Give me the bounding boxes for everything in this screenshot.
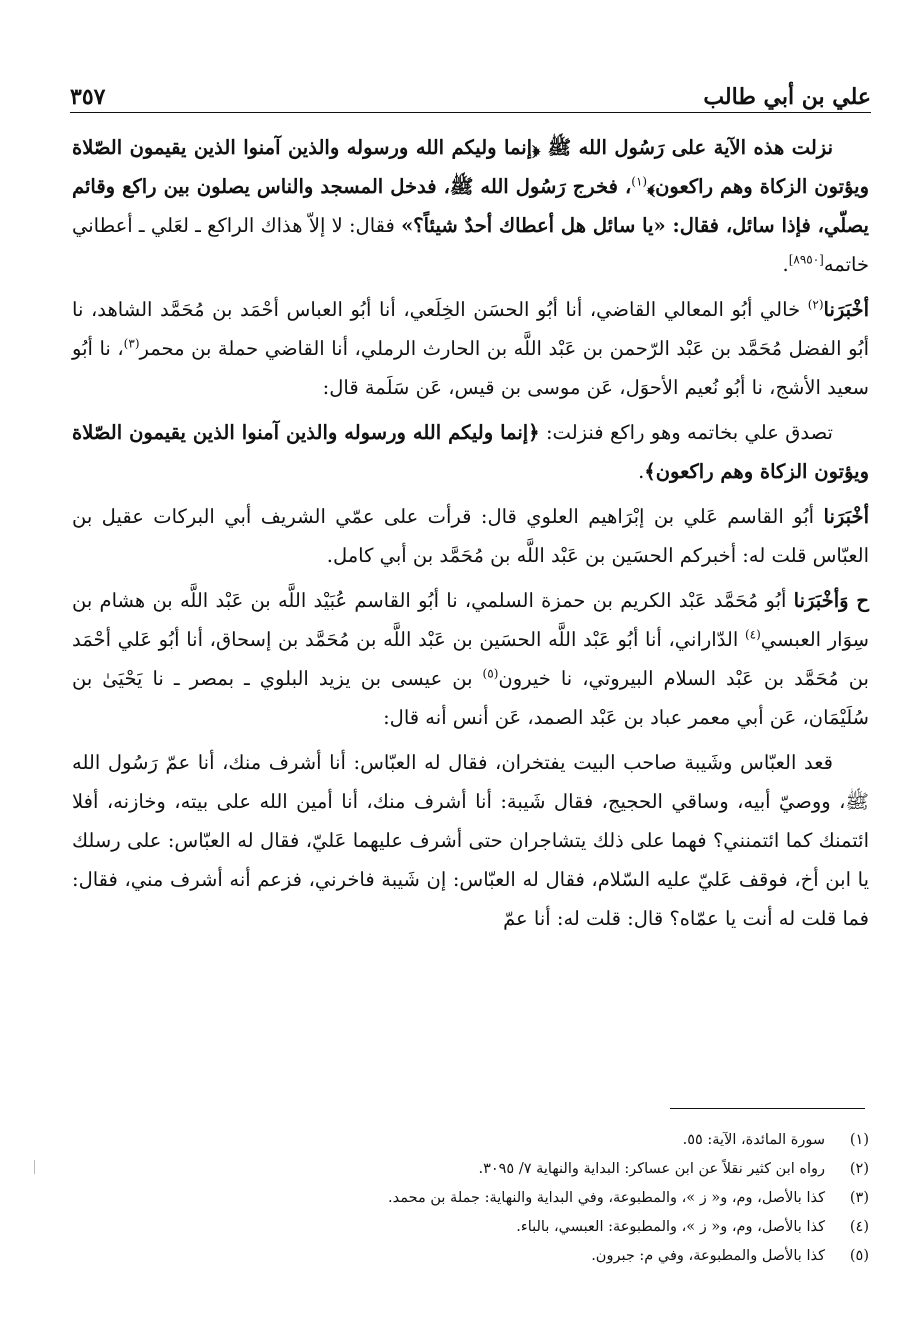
paragraph-4: [72, 497, 869, 575]
footnote-number: (٢): [849, 1161, 869, 1177]
footnote-text: كذا بالأصل، وم، و« ز »، والمطبوعة، وفي البداية والنهاية: جملة بن محمد.: [388, 1190, 825, 1206]
paragraph-5-end: بن عيسى بن يزيد البلوي ـ بمصر ـ نا يَحْيَىٰ بن سُلَيْمَان، عَن أبي معمر عباد بن عَبْد الصمد، عَن أنس أنه قال:: [72, 667, 869, 729]
footnote-item: [72, 1155, 869, 1184]
footnote-number: (٣): [849, 1190, 869, 1206]
paragraph-1: نزلت هذه الآية على رَسُول الله ﷺ ﴿إنما وليكم الله ورسوله والذين آمنوا الذين يقيمون الصّلاة ويؤتون الزكاة وهم راكعون﴾$^{(١)}$، فخرج رَسُول الله ﷺ، فدخل المسجد والناس يصلون بين راكع وقائم يصلّي، فإذا سائل، فقال: «يا سائل هل أعطاك أحدٌ شيئاً؟» فقال: لا إلاّ هذاك الراكع ـ لعَلي ـ أعطاني خاتمه[٨٩٥٠].: [72, 136, 869, 276]
footnote-text: كذا بالأصل، وم، و« ز »، والمطبوعة: العبسي، بالباء.: [516, 1219, 825, 1235]
isnad-lead: أخْبَرَنا: [823, 298, 869, 321]
paragraph-5: [72, 581, 869, 737]
footnote-ref-1: (١): [631, 174, 648, 189]
page-number: ٣٥٧: [70, 84, 106, 110]
paragraph-3: [72, 413, 869, 491]
footnote-ref-5: (٥): [482, 666, 499, 681]
paragraph-5-text: أبُو مُحَمَّد عَبْد الكريم بن حمزة السلمي، نا أبُو القاسم عُبَيْد اللَّه بن عَبْد اللَّه بن هشام بن سِوَار العبسي: [72, 589, 869, 651]
paragraph-5-cont: الدّاراني، أنا أبُو عَبْد اللَّه الحسَين بن عَبْد اللَّه بن مُحَمَّد بن إسحاق، أنا أبُو عَلي أحْمَد بن مُحَمَّد بن عَبْد السلام البيروتي، نا خيرون: [72, 628, 869, 690]
paragraph-4-text: أبُو القاسم عَلي بن إبْرَاهيم العلوي قال: قرأت على عمّي الشريف أبي البركات عقيل بن العبّاس قلت له: أخبركم الحسَين بن عَبْد اللَّه بن مُحَمَّد بن أبي كامل.: [72, 505, 869, 567]
main-text: [72, 128, 869, 938]
paragraph-3-text: تصدق علي بخاتمه وهو راكع فنزلت:: [539, 421, 833, 444]
running-header: [70, 70, 871, 110]
footnote-item: [72, 1213, 869, 1242]
footnote-item: [72, 1126, 869, 1155]
paragraph-2: [72, 290, 869, 407]
footnote-item: [72, 1184, 869, 1213]
footnote-text: رواه ابن كثير نقلاً عن ابن عساكر: البداية والنهاية ٧/ ٣٠٩٥.: [478, 1161, 825, 1177]
paragraph-2-end: ، نا أبُو سعيد الأشج، نا أبُو نُعيم الأحوَل، عَن موسى بن قيس، عَن سَلَمة قال:: [72, 337, 869, 399]
header-title: علي بن أبي طالب: [703, 84, 871, 110]
isnad-lead-2: أخْبَرَنا: [823, 505, 869, 528]
footnote-divider: [670, 1108, 865, 1109]
paragraph-1-end: فقال: لا إلاّ هذاك الراكع ـ لعَلي ـ أعطاني خاتمه: [72, 214, 869, 276]
hadith-number: [٨٩٥٠]: [788, 252, 824, 267]
quran-verse-text: نزلت هذه الآية على رَسُول الله ﷺ ﴿إنما وليكم الله ورسوله والذين آمنوا الذين يقيمون الصّلاة ويؤتون الزكاة وهم راكعون﴾: [72, 136, 869, 198]
paragraph-2-text: خالي أبُو المعالي القاضي، أنا أبُو الحسَن الخِلَعي، أنا أبُو العباس أحْمَد بن مُحَمَّد الشاهد، نا أبُو الفضل مُحَمَّد بن عَبْد الرّحمن بن عَبْد اللَّه بن الحارث الرملي، أنا القاضي حملة بن محمر: [72, 298, 869, 360]
footnote-text: سورة المائدة، الآية: ٥٥.: [682, 1132, 825, 1148]
isnad-lead-3: ح وَأخْبَرَنا: [793, 589, 869, 612]
paragraph-3-end: .: [638, 460, 645, 483]
quran-verse-text-2: ﴿إنما وليكم الله ورسوله والذين آمنوا الذين يقيمون الصّلاة ويؤتون الزكاة وهم راكعون﴾: [72, 421, 869, 483]
footnote-item: [72, 1242, 869, 1271]
footnote-number: (١): [849, 1132, 869, 1148]
footnote-number: (٤): [849, 1219, 869, 1235]
paragraph-6: قعد العبّاس وشَيبة صاحب البيت يفتخران، فقال له العبّاس: أنا أشرف منك، أنا عمّ رَسُول الله ﷺ، ووصيّ أبيه، وساقي الحجيج، فقال شَيبة: أنا أشرف منك، أنا أمين الله على بيته، وخازنه، أفلا ائتمنك كما ائتمنني؟ فهما على ذلك يتشاجران حتى أشرف عليهما عَليّ، فقال له العبّاس: على رسلك يا ابن أخ، فوقف عَليّ عليه السّلام، فقال له العبّاس: إن شَيبة فاخرني، فزعم أنه أشرف مني، فقال: فما قلت له أنت يا عمّاه؟ قال: قلت له: أنا عمّ: [72, 751, 869, 930]
scan-margin-mark: [34, 1160, 35, 1174]
footnote-ref-3: (٣): [123, 336, 140, 351]
footnote-number: (٥): [849, 1248, 869, 1264]
header-divider: [70, 112, 871, 113]
footnote-text: كذا بالأصل والمطبوعة، وفي م: جبرون.: [591, 1248, 825, 1264]
paragraph-1-cont: ، فخرج رَسُول الله ﷺ، فدخل المسجد والناس يصلون بين راكع وقائم يصلّي، فإذا سائل، فقال: «يا سائل هل أعطاك أحدٌ شيئاً؟»: [72, 175, 869, 237]
footnote-ref-4: (٤): [744, 627, 761, 642]
footnotes: [72, 1126, 869, 1271]
footnote-ref-2: (٢): [807, 297, 824, 312]
